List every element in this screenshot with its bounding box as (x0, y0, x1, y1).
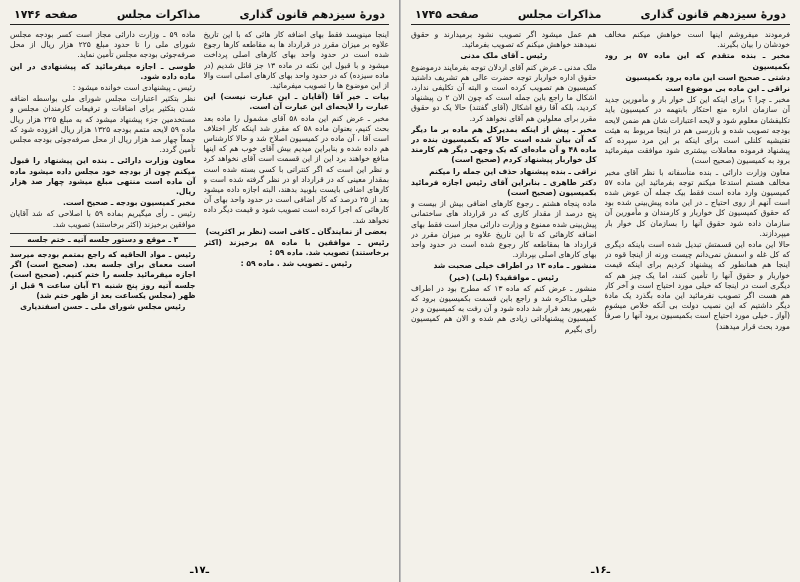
folio-number: ـ۱۷ـ (189, 565, 210, 576)
paragraph: رئیس ـ پیشنهادی است خوانده میشود : (72, 83, 196, 93)
paragraph: اینجا مینویسد فقط بهای اضافه کار هائی که با این تاریخ علاوه بر میزان مقرر در قرارداد ها به مقاطعه کارها رجوع شده است در حدود واحد بهای کارهای اصلی پرداخت میشود و با قبول این نکته در ماده ۱۳ جز قائل شدیم (در ماده سیزده) که در حدود واحد بهای کارهای اصلی است والا از این موضوع ها را تصویب میفرمائید. (203, 30, 389, 91)
paragraph: معاون وزارت دارائی ـ بنده متأسفانه با نظر آقای مخبر مخالف هستم استدعا میکنم توجه بفرمائید این ماده ۵۷ کمیسیون وارد ماده است فقط بیک جمله آن عوض شده است آنهم از روی احتیاج ـ در این ماده پیش‌بینی شده بود که حقوق کمیسیون کل خواربار و کارمندان و مأمورین آن سازمان داده شود حقوق آنها را بسازمان کل خوار بار میپردازند. (604, 167, 790, 238)
paragraph: رئیس ـ مواد الحاقیه که راجع بمتمم بودجه میرسد است معمای برای جلسه بعد. (صحیح است) اگر اجازه میفرمائید جلسه را ختم کنیم. (صحیح است) جلسه آتیه روز پنج شنبه ۳۱ آبان ساعت ۹ قبل از ظهر (مجلس یکساعت بعد از ظهر ختم شد) (10, 250, 196, 300)
paragraph: معاون وزارت دارائی ـ بنده این پیشنهاد را قبول میکنم چون از بودجه خود مجلس داده میشود ماده آن ماده است منتهی مبلغ میشود چهار صد هزار ریال. (10, 156, 196, 197)
text-columns (10, 30, 389, 548)
paragraph: بعضی از نمایندگان ـ کافی است (نظر بر اکثریت) (205, 226, 387, 236)
paragraph: فرمودند میفروشم اینها است خواهش میکنم مخالف خودشان را بیان بگیرند. (604, 30, 790, 50)
paragraph: مخبر ـ پیش از اینکه بمدیرکل هم ماده بر ما دیگر که آن بیان شده است حالا که بکمیسیون بنده در ماده ۴۸ و آن ماده‌ای که یک وجهی دیگر هم کارمند کل خواربار پیشنهاد کردم (صحیح است) (411, 124, 597, 165)
right-page (400, 0, 800, 582)
paragraph: دکتر طاهری ـ بنابراین آقای رئیس اجازه فرمائید بکمیسیون (صحیح است) (411, 177, 597, 198)
paragraph: ماده ۵۹ ـ وزارت دارائی مجاز است کسر بودجه مجلس شورای ملی را تا حدود مبلغ ۲۲۵ هزار ریال از محل صرفه‌جوئی بودجه مجلس تأمین نماید. (10, 30, 196, 60)
paragraph: نراقی ـ بنده پیشنهاد حذف این جمله را میکنم (429, 166, 597, 176)
text-columns (411, 30, 790, 548)
paragraph: رئیس ـ رأی میگیریم بماده ۵۹ با اصلاحی که شد آقایان موافقین برخیزند (اکثر برخاستند) تصویب شد. (10, 209, 196, 229)
paragraph: مخبر کمیسیون بودجه ـ صحیح است. (63, 198, 196, 208)
paragraph: رئیس ـ تصویب شد . ماده ۵۹ : (240, 259, 352, 269)
header-series-title: دورهٔ سیزدهم قانون گذاری (640, 8, 786, 21)
column-right (605, 30, 791, 548)
paragraph: رئیس مجلس شورای ملی ـ حسن اسفندیاری (20, 302, 186, 312)
paragraph: نراقی ـ این ماده بی موضوع است (665, 84, 790, 94)
paragraph: منشور ـ عرض کنم که ماده ۱۳ که مطرح بود در اطراف خیلی مذاکره شد و راجع باین قسمت بکمیسیون برود که شهریور بعد قرار شد داده شود و آن رفت به کمیسیون و در کمیسیون پیشنهاداتی زیادی هم شده و الان هم کمیسیون رأی بگیرم (411, 283, 597, 334)
paragraph: دشتی ـ صحیح است این ماده برود بکمیسیون (625, 72, 790, 82)
folio-number: ـ۱۶ـ (590, 565, 611, 576)
paragraph: ماده پنجاه هشتم ـ رجوع کارهای اضافی بیش از بیست و پنج درصد از مقدار کاری که در قرارداد های ساختمانی پیش‌بینی شده ممنوع و وزارت دارائی مجاز است فقط بهای اضافه کارهائی که تا این تاریخ علاوه بر میزان مقرر در قرارداد ها بمقاطعه کار رجوع شده است در حدود واحد بهای کارهای اصلی بپردازد. (411, 199, 597, 260)
paragraph: مخبر ـ عرض کنم این ماده ۵۸ آقای مشمول را ماده بعد بحث کنیم، بعنوان ماده ۵۸ که مقرر شد اینکه کار اختلاف است آقا ، آن ماده در کمیسیون اصلاح شد و حالا کارشناس هم داده شده و بنابراین میدیم بیش آقای خوب هم که اینها منافع خواهند برد این از این قسمت است آقای نخواهد کرد و نظر این است که اگر کنتراتی با کسی بسته شده است بمقدار معینی که در قرارداد او در نظر گرفته شده است و کارهای اضافی بایست بلوبید بدهند، البته اجازه داده میشود بعد از ۲۵ درصد که کار اضافی است در حدود واحد بهای آن کارهائی که اجرا کرده است تصویب شود و قیمت دیگر داده نخواهد شد. (203, 113, 389, 225)
column-left (411, 30, 597, 548)
header-proceedings-title: مذاکرات مجلس (116, 8, 201, 21)
column-right (204, 30, 390, 548)
header-page-number: صفحه ۱۷۴۵ (415, 8, 479, 21)
paragraph: حالا این ماده این قسمتش تبدیل شده است باینکه دیگری که کل غله و اسمش نمی‌دانم چیست ورنه از اینجا قوه در اینجا هم همانطور که پیشنهاد کردیم برای اینکه قیمت خواربار و حقوق آنها را تأمین کنند، اما یک چیز هم که دیگری است در اینجا که خیلی مورد احتیاج است و آخر کار هم هست اگر تصویب نفرمائید این ماده بگذرد یک مادهٔ دیگر داشتیم که این نصیب دولت بی آنکه خلاص میشوم (آواز ـ خیلی مورد احتیاج است بکمیسیون برود آنها را صرفاً مورد بحث قرار میدهند) (604, 240, 790, 331)
paragraph: رئیس ـ موافقین با ماده ۵۸ برخیزند (اکثر برخاستند) تصویب شد. ماده ۵۹ : (203, 238, 389, 258)
paragraph: بیات ـ خیر آقا (آقایان ـ این عبارت نیست) این عبارت را لایحه‌ای این عبارت آن است. (203, 92, 389, 112)
paragraph: طوسی ـ اجازه میفرمائید که پیشنهادی در این ماده داده شود. (10, 61, 196, 81)
column-left (10, 30, 196, 548)
paragraph: منشور ـ ماده ۱۳ در اطراف خیلی صحبت شد (433, 261, 597, 271)
header-series-title: دورهٔ سیزدهم قانون گذاری (239, 8, 385, 21)
paragraph: رئیس ـ موافقید؟ (بلی) (خیر) (449, 272, 559, 282)
paragraph: مخبر ـ بنده متقدم که این ماده ۵۷ بر رود بکمیسیون (604, 51, 790, 71)
paragraph: هم عمل میشود اگر تصویب نشود برمیدارند و حقوق نمیدهند خواهش میکنم که تصویب بفرمائید. (411, 30, 597, 50)
paragraph: ۳ ـ موقع و دستور جلسه آتیه ـ ختم جلسه (10, 233, 196, 247)
header-page-number: صفحه ۱۷۴۶ (14, 8, 78, 21)
paragraph: مخبر ـ چرا ؟ برای اینکه این کل خوار بار و مأمورین جدید آن سازمان اداره منع احتکار بابتهمه در کمیسیون باید تکلیفشان معلوم شود و لایحه اعتبارات شان هم ضمن لایحه بودجه تصویب شده و بازرسی هم در اینجا مربوط به هیئت تفتیشیه کلنلی است برای اینکه بر این مرد سپرده که پیشنهاد فرموده معاملات بیشتری شود موافقت میفرمائید برود به کمیسیون (صحیح است) (604, 95, 790, 166)
paragraph: نظر بتکثیر اعتبارات مجلس شورای ملی بواسطه اضافه شدن بتکثیر برای اضافات و ترفیعات کارمندان مجلس و مستخدمین جزء پیشنهاد میشود که به مبلغ ۲۲۵ هزار ریال ماده ۵۹ لایحه متمم بودجه ۱۳۲۵ هزار ریال افزوده شود که جمعاً چهار صد هزار ریال از محل صرفه‌جوئی بودجه مجلس تأمین گردد. (10, 94, 196, 155)
header-proceedings-title: مذاکرات مجلس (517, 8, 602, 21)
page-header (411, 8, 790, 25)
paragraph: رئیس ـ آقای ملک مدنی (460, 51, 548, 61)
page-header (10, 8, 389, 25)
paragraph: ملک مدنی ـ عرض کنم آقای اردلان توجه بفرمایند درموضوع حقوق اداره خواربار توجه حضرت عالی هم تشریف داشتید کمیسیون هم تصویب کرده است و البته آن تکلیفی ندارد، اشکال ما راجع باین جمله است که چون الان ۲ ن پیشنهاد کردید، بلکه آقا رفع اشکال (آقای گفتند) حالا یک دو حقوق مقرر برای معلولین هم آقای نخواهد کرد. (411, 62, 597, 123)
